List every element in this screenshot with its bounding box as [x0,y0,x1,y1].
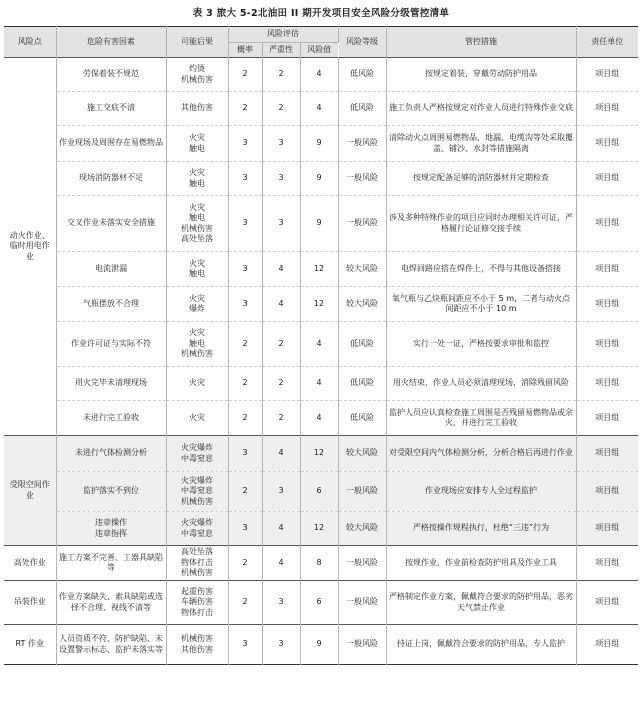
severity-cell: 2 [262,322,300,367]
severity-cell: 4 [262,512,300,546]
hazard-cell: 电流泄漏 [56,252,166,287]
responsible-unit-cell: 项目组 [595,486,620,496]
probability-cell: 2 [228,367,262,401]
measures-cell: 作业现场应安排专人全过程监护 [386,472,576,512]
risk-level-cell: 一般风险 [338,581,386,625]
probability-cell: 3 [228,162,262,196]
responsible-unit-cell: 项目组 [595,103,620,113]
hazard-cell: 未进行气体检测分析 [56,436,166,472]
severity-cell: 3 [262,581,300,625]
probability-cell: 3 [228,287,262,322]
probability-cell: 3 [228,436,262,472]
measures-cell: 严格制定作业方案，佩戴符合要求的防护用品，恶劣天气禁止作业 [386,581,576,625]
risk-control-table [4,26,638,665]
consequence-cell: 高处坠落 物体打击 机械伤害 [166,546,228,581]
consequence-cell: 火灾 触电 [166,162,228,196]
responsible-unit-cell: 项目组 [595,597,620,607]
table-body [4,58,638,665]
severity-cell: 2 [262,401,300,436]
hazard-cell: 气瓶摆放不合理 [56,287,166,322]
measures-cell: 按规定着装，穿戴劳动防护用品 [386,58,576,92]
severity-cell: 4 [262,252,300,287]
table-row [4,472,638,512]
consequence-cell: 火灾 [166,401,228,436]
table-row [4,92,638,126]
probability-cell: 3 [228,625,262,665]
risk-point-cell: RT 作业 [4,625,56,665]
hazard-cell: 劳保着装不规范 [56,58,166,92]
table-row [4,287,638,322]
risk-level-cell: 一般风险 [338,472,386,512]
header-row-1 [4,27,638,43]
risk-value-cell: 4 [300,58,338,92]
risk-value-cell: 9 [300,625,338,665]
consequence-cell: 机械伤害 其他伤害 [166,625,228,665]
risk-level-cell: 低风险 [338,92,386,126]
measures-cell: 氧气瓶与乙炔瓶间距应不小于 5 m，二者与动火点间距应不小于 10 m [386,287,576,322]
consequence-cell: 火灾 [166,367,228,401]
table-row [4,58,638,92]
header-severity: 严重性 [262,43,300,58]
table-row [4,625,638,665]
hazard-cell: 交叉作业未落实安全措施 [56,196,166,252]
consequence-cell: 火灾 爆炸 [166,287,228,322]
hazard-cell: 人员资质不符、防护缺陷、未设置警示标志、监护未落实等 [56,625,166,665]
hazard-cell: 违章操作 违章指挥 [56,512,166,546]
responsible-unit-cell: 项目组 [595,557,620,567]
measures-cell: 用火结束，作业人员必须清理现场，消除残留风险 [386,367,576,401]
severity-cell: 3 [262,126,300,162]
table-row [4,581,638,625]
risk-value-cell: 4 [300,367,338,401]
probability-cell: 2 [228,322,262,367]
severity-cell: 2 [262,92,300,126]
probability-cell: 3 [228,252,262,287]
risk-value-cell: 9 [300,196,338,252]
hazard-cell: 用火完毕未清理现场 [56,367,166,401]
risk-level-cell: 一般风险 [338,126,386,162]
header-point: 风险点 [4,27,56,58]
risk-level-cell: 较大风险 [338,436,386,472]
consequence-cell: 火灾爆炸 中毒窒息 [166,436,228,472]
severity-cell: 3 [262,162,300,196]
probability-cell: 3 [228,126,262,162]
measures-cell: 清除动火点周围易燃物品，地漏、电缆沟等处采取覆盖、铺沙、水封等措施隔离 [386,126,576,162]
measures-cell: 涉及多种特殊作业的项目应同时办理相关许可证，严格履行论证修交接手续 [386,196,576,252]
probability-cell: 2 [228,401,262,436]
responsible-unit-cell: 项目组 [595,298,620,308]
hazard-cell: 施工方案不完善、工器具缺陷等 [56,546,166,581]
hazard-cell: 监护落实不到位 [56,472,166,512]
probability-cell: 3 [228,196,262,252]
header-level: 风险等级 [338,27,386,58]
responsible-unit-cell: 项目组 [595,69,620,79]
probability-cell: 2 [228,92,262,126]
probability-cell: 3 [228,512,262,546]
responsible-unit-cell: 项目组 [595,138,620,148]
header-hazard: 危险有害因素 [56,27,166,58]
risk-value-cell: 4 [300,322,338,367]
risk-level-cell: 低风险 [338,58,386,92]
responsible-unit-cell: 项目组 [595,523,620,533]
risk-level-cell: 较大风险 [338,512,386,546]
risk-value-cell: 4 [300,92,338,126]
risk-value-cell: 8 [300,546,338,581]
risk-point-cell: 高处作业 [4,546,56,581]
hazard-cell: 施工交底不清 [56,92,166,126]
risk-value-cell: 6 [300,581,338,625]
severity-cell: 3 [262,196,300,252]
risk-level-cell: 一般风险 [338,546,386,581]
responsible-unit-cell: 项目组 [595,639,620,649]
consequence-cell: 火灾爆炸 中毒窒息 [166,512,228,546]
table-row [4,401,638,436]
measures-cell: 按规定配备足够的消防器材并定期检查 [386,162,576,196]
responsible-unit-cell: 项目组 [595,378,620,388]
measures-cell: 电焊回路应搭在焊件上，不得与其他设备搭接 [386,252,576,287]
probability-cell: 2 [228,546,262,581]
severity-cell: 4 [262,287,300,322]
table-row [4,126,638,162]
severity-cell: 2 [262,367,300,401]
risk-level-cell: 低风险 [338,367,386,401]
table-row [4,512,638,546]
risk-value-cell: 12 [300,287,338,322]
risk-point-cell: 动火作业、临时用电作业 [4,58,56,436]
risk-value-cell: 12 [300,512,338,546]
consequence-cell: 其他伤害 [166,92,228,126]
consequence-cell: 火灾爆炸 中毒窒息 机械伤害 [166,472,228,512]
consequence-cell: 火灾 触电 [166,126,228,162]
table-title: 表 3 旅大 5-2北油田 II 期开发项目安全风险分级管控清单 [192,8,450,19]
risk-value-cell: 6 [300,472,338,512]
measures-cell: 施工负责人严格按规定对作业人员进行特殊作业交底 [386,92,576,126]
responsible-unit-cell: 项目组 [595,448,620,458]
probability-cell: 2 [228,472,262,512]
hazard-cell: 作业许可证与实际不符 [56,322,166,367]
risk-level-cell: 一般风险 [338,162,386,196]
hazard-cell: 现场消防器材不足 [56,162,166,196]
table-row [4,436,638,472]
hazard-cell: 作业现场及周围存在易燃物品 [56,126,166,162]
header-probability: 概率 [228,43,262,58]
severity-cell: 4 [262,546,300,581]
risk-value-cell: 12 [300,436,338,472]
responsible-unit-cell: 项目组 [595,218,620,228]
consequence-cell: 火灾 触电 机械伤害 高处坠落 [166,196,228,252]
severity-cell: 2 [262,58,300,92]
table-row [4,546,638,581]
risk-value-cell: 12 [300,252,338,287]
header-assessment: 风险评估 [228,27,338,43]
header-unit: 责任单位 [591,36,624,46]
responsible-unit-cell: 项目组 [595,263,620,273]
severity-cell: 3 [262,625,300,665]
risk-value-cell: 9 [300,126,338,162]
risk-value-cell: 9 [300,162,338,196]
consequence-cell: 起重伤害 车辆伤害 物体打击 [166,581,228,625]
table-row [4,252,638,287]
measures-cell: 实行一处一证，严格按要求审批和监控 [386,322,576,367]
header-measures: 管控措施 [386,27,576,58]
measures-cell: 持证上岗，佩戴符合要求的防护用品，专人监护 [386,625,576,665]
consequence-cell: 灼烫 机械伤害 [166,58,228,92]
risk-level-cell: 较大风险 [338,287,386,322]
severity-cell: 4 [262,436,300,472]
risk-point-cell: 吊装作业 [4,581,56,625]
risk-level-cell: 一般风险 [338,625,386,665]
measures-cell: 按规作业，作业前检查防护用具及作业工具 [386,546,576,581]
risk-level-cell: 低风险 [338,322,386,367]
table-row [4,162,638,196]
hazard-cell: 作业方案缺失、索具缺陷或选择不合理、视线不清等 [56,581,166,625]
measures-cell: 对受限空间内气体检测分析，分析合格后再进行作业 [386,436,576,472]
table-row [4,367,638,401]
table-row [4,322,638,367]
responsible-unit-cell: 项目组 [595,173,620,183]
header-consequence: 可能后果 [166,27,228,58]
table-row [4,196,638,252]
severity-cell: 3 [262,472,300,512]
header-value: 风险值 [300,43,338,58]
risk-point-cell: 受限空间作业 [4,436,56,546]
risk-level-cell: 较大风险 [338,252,386,287]
risk-value-cell: 4 [300,401,338,436]
hazard-cell: 未进行完工验收 [56,401,166,436]
consequence-cell: 火灾 触电 机械伤害 [166,322,228,367]
consequence-cell: 火灾 触电 [166,252,228,287]
responsible-unit-cell: 项目组 [595,338,620,348]
probability-cell: 2 [228,58,262,92]
measures-cell: 严格按操作规程执行，杜绝“三违”行为 [386,512,576,546]
risk-level-cell: 低风险 [338,401,386,436]
probability-cell: 2 [228,581,262,625]
measures-cell: 监护人员应认真检查施工周围是否残留易燃物品或余火，并进行完工验收 [386,401,576,436]
risk-level-cell: 一般风险 [338,196,386,252]
responsible-unit-cell: 项目组 [595,412,620,422]
